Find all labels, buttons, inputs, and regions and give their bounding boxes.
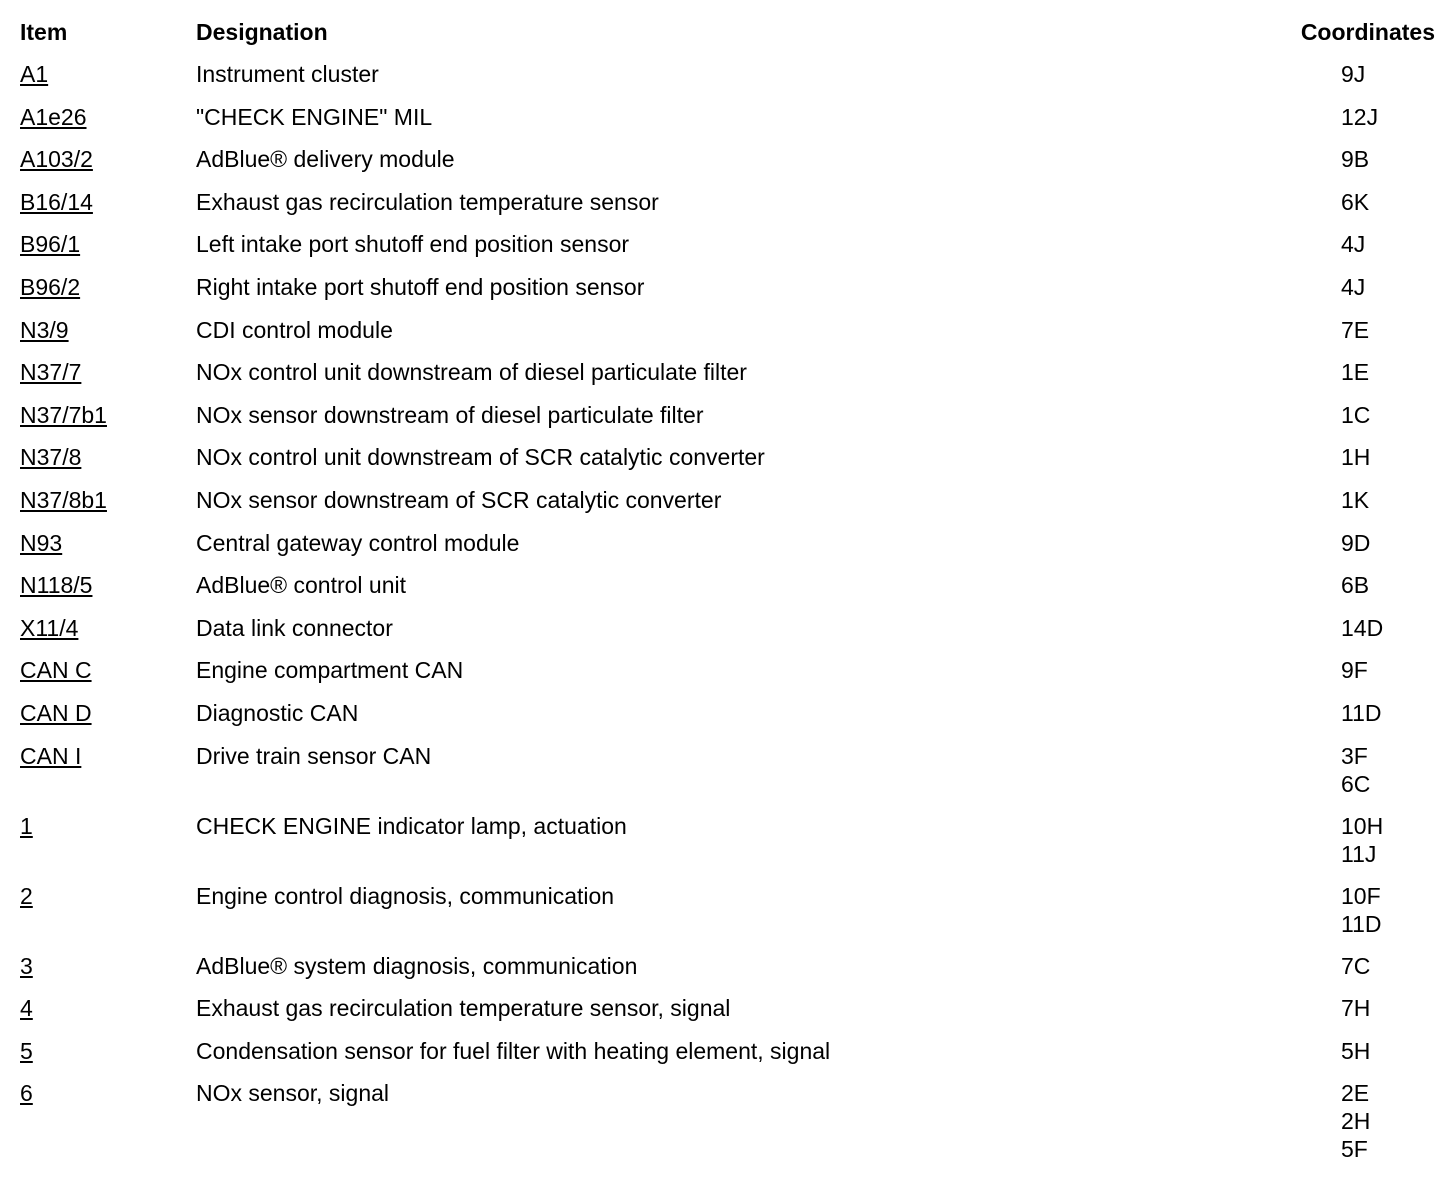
designation-text: Left intake port shutoff end position sensor — [196, 231, 630, 257]
coordinates-cell — [1341, 401, 1370, 429]
coordinates-cell — [1341, 273, 1365, 301]
item-link[interactable]: A1 — [20, 61, 49, 87]
designation-text: NOx sensor downstream of diesel particulate filter — [196, 402, 704, 428]
designation-text: CHECK ENGINE indicator lamp, actuation — [196, 813, 627, 839]
coordinates-cell — [1341, 316, 1369, 344]
coordinates-cell — [1341, 656, 1368, 684]
item-link[interactable]: 2 — [20, 883, 33, 909]
coordinate-value: 3F — [1341, 743, 1368, 769]
coordinate-value: 6B — [1341, 572, 1370, 598]
coordinate-value: 10H — [1341, 813, 1384, 839]
designation-text: Diagnostic CAN — [196, 700, 359, 726]
column-header-item: Item — [20, 19, 68, 45]
coordinates-cell — [1341, 742, 1370, 798]
item-link[interactable]: N37/7b1 — [20, 402, 107, 428]
designation-text: AdBlue® system diagnosis, communication — [196, 953, 638, 979]
column-header-coordinates: Coordinates — [1300, 19, 1435, 45]
item-link[interactable]: B96/1 — [20, 231, 81, 257]
item-link[interactable]: N3/9 — [20, 317, 69, 343]
coordinate-value: 6K — [1341, 189, 1370, 215]
coordinates-cell — [1341, 571, 1369, 599]
coordinates-cell — [1341, 1079, 1370, 1163]
designation-text: NOx sensor, signal — [196, 1080, 390, 1106]
coordinates-cell — [1341, 529, 1370, 557]
coordinates-cell — [1341, 230, 1365, 258]
column-header-designation: Designation — [196, 19, 328, 45]
coordinate-value: 14D — [1341, 615, 1384, 641]
coordinate-value: 6C — [1341, 771, 1371, 797]
item-link[interactable]: 5 — [20, 1038, 33, 1064]
item-link[interactable]: A1e26 — [20, 104, 87, 130]
designation-text: Exhaust gas recirculation temperature sensor — [196, 189, 659, 215]
coordinate-value: 1K — [1341, 487, 1370, 513]
coordinates-cell — [1341, 994, 1370, 1022]
item-link[interactable]: 3 — [20, 953, 33, 979]
coordinate-value: 9D — [1341, 530, 1371, 556]
coordinate-value: 7C — [1341, 953, 1371, 979]
coordinates-cell — [1341, 699, 1382, 727]
coordinate-value: 2H — [1341, 1108, 1371, 1134]
designation-text: Condensation sensor for fuel filter with heating element, signal — [196, 1038, 831, 1064]
item-link[interactable]: 4 — [20, 995, 33, 1021]
coordinate-value: 12J — [1341, 104, 1379, 130]
coordinates-cell — [1341, 486, 1369, 514]
coordinate-value: 5F — [1341, 1136, 1368, 1162]
coordinate-value: 10F — [1341, 883, 1381, 909]
coordinates-cell — [1341, 1037, 1370, 1065]
coordinate-value: 9F — [1341, 657, 1368, 683]
designation-text: "CHECK ENGINE" MIL — [196, 104, 433, 130]
designation-text: NOx control unit downstream of SCR catalytic converter — [196, 444, 765, 470]
coordinate-value: 4J — [1341, 231, 1366, 257]
item-link[interactable]: N118/5 — [20, 572, 93, 598]
item-link[interactable]: CAN D — [20, 700, 92, 726]
designation-text: NOx control unit downstream of diesel particulate filter — [196, 359, 747, 385]
coordinates-cell — [1341, 188, 1369, 216]
item-link[interactable]: CAN C — [20, 657, 92, 683]
item-link[interactable]: N37/8 — [20, 444, 82, 470]
item-link[interactable]: N37/8b1 — [20, 487, 107, 513]
coordinate-value: 11D — [1341, 911, 1382, 937]
designation-text: Engine compartment CAN — [196, 657, 464, 683]
coordinate-value: 7E — [1341, 317, 1370, 343]
item-link[interactable]: A103/2 — [20, 146, 93, 172]
item-link[interactable]: 6 — [20, 1080, 33, 1106]
coordinates-cell — [1341, 145, 1369, 173]
coordinate-value: 9B — [1341, 146, 1370, 172]
coordinate-value: 1H — [1341, 444, 1371, 470]
coordinate-value: 11J — [1341, 841, 1377, 867]
coordinates-cell — [1341, 812, 1383, 868]
coordinates-cell — [1341, 882, 1382, 938]
designation-text: Instrument cluster — [196, 61, 379, 87]
coordinate-value: 4J — [1341, 274, 1366, 300]
designation-text: AdBlue® delivery module — [196, 146, 455, 172]
coordinates-cell — [1341, 952, 1370, 980]
designation-text: Exhaust gas recirculation temperature sensor, signal — [196, 995, 731, 1021]
item-link[interactable]: CAN I — [20, 743, 82, 769]
designation-text: AdBlue® control unit — [196, 572, 407, 598]
item-link[interactable]: B96/2 — [20, 274, 81, 300]
coordinates-cell — [1341, 443, 1370, 471]
coordinates-cell — [1341, 60, 1365, 88]
coordinates-cell — [1341, 358, 1369, 386]
designation-text: Engine control diagnosis, communication — [196, 883, 615, 909]
designation-text: Right intake port shutoff end position sensor — [196, 274, 645, 300]
coordinate-value: 1E — [1341, 359, 1370, 385]
coordinate-value: 2E — [1341, 1080, 1370, 1106]
item-link[interactable]: N93 — [20, 530, 63, 556]
coordinates-cell — [1341, 614, 1383, 642]
designation-text: NOx sensor downstream of SCR catalytic converter — [196, 487, 722, 513]
item-link[interactable]: 1 — [20, 813, 33, 839]
item-link[interactable]: N37/7 — [20, 359, 82, 385]
coordinate-value: 11D — [1341, 700, 1382, 726]
designation-text: CDI control module — [196, 317, 393, 343]
coordinate-value: 1C — [1341, 402, 1371, 428]
designation-text: Drive train sensor CAN — [196, 743, 432, 769]
coordinate-value: 9J — [1341, 61, 1366, 87]
item-link[interactable]: B16/14 — [20, 189, 93, 215]
coordinate-value: 5H — [1341, 1038, 1371, 1064]
designation-text: Central gateway control module — [196, 530, 520, 556]
coordinate-value: 7H — [1341, 995, 1371, 1021]
designation-text: Data link connector — [196, 615, 393, 641]
item-link[interactable]: X11/4 — [20, 615, 79, 641]
coordinates-cell — [1341, 103, 1378, 131]
